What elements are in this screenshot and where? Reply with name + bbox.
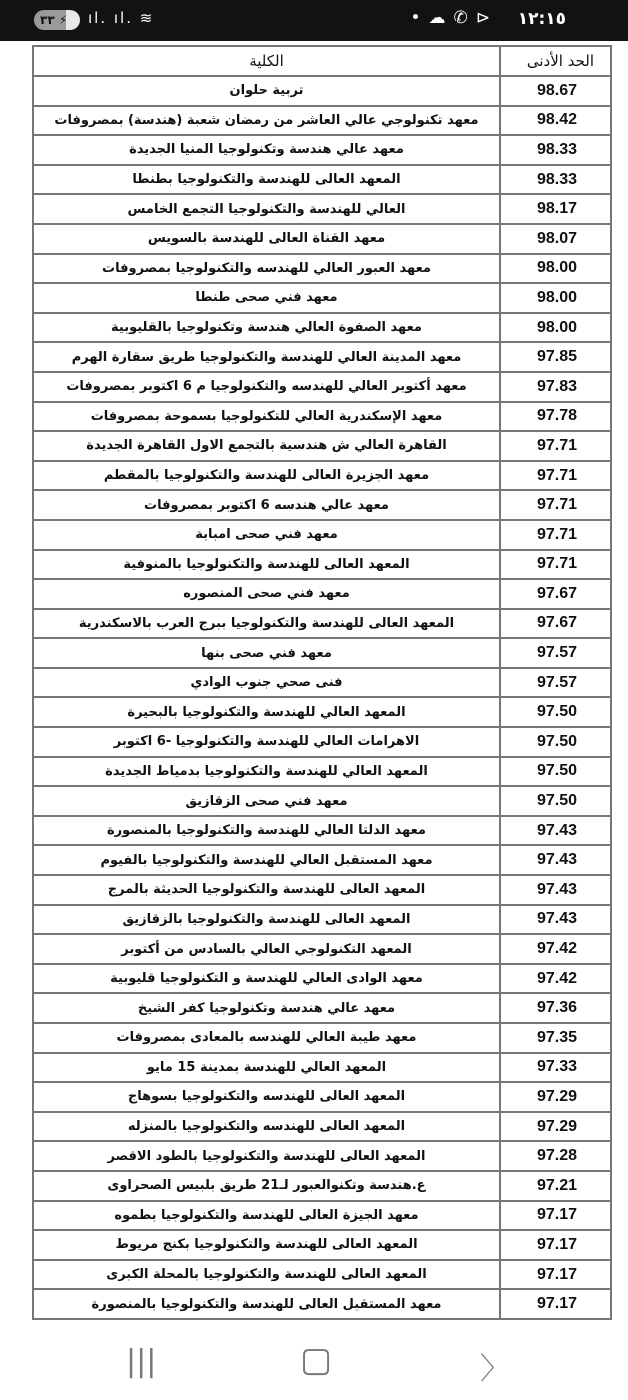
college-name: ع.هندسة وتكنوالعبور لـ21 طريق بلبيس الصحراوى xyxy=(33,1171,500,1201)
college-name: المعهد العالى للهندسة والتكنولوجيا الحديثة بالمرج xyxy=(33,875,500,905)
min-score: 98.07 xyxy=(500,224,611,254)
college-name: معهد تكنولوجي عالي العاشر من رمضان شعبة (هندسة) بمصروفات xyxy=(33,106,500,136)
min-score: 97.29 xyxy=(500,1112,611,1142)
college-name: المعهد العالى للهندسة والتكنولوجيا بكنج مريوط xyxy=(33,1230,500,1260)
home-button[interactable]: ▢ xyxy=(300,1340,333,1380)
table-row xyxy=(33,372,611,402)
min-score: 97.71 xyxy=(500,490,611,520)
battery-indicator: ٣٣ ⚡ xyxy=(34,10,80,30)
table-row xyxy=(33,609,611,639)
college-name: العالي للهندسة والتكنولوجيا التجمع الخامس xyxy=(33,194,500,224)
college-name: معهد عالي هندسه 6 اكتوبر بمصروفات xyxy=(33,490,500,520)
min-score: 97.17 xyxy=(500,1230,611,1260)
college-name: تربية حلوان xyxy=(33,76,500,106)
min-score: 97.21 xyxy=(500,1171,611,1201)
college-name: معهد الإسكندرية العالي للتكنولوجيا بسموحة بمصروفات xyxy=(33,402,500,432)
college-name: فنى صحي جنوب الوادي xyxy=(33,668,500,698)
table-row xyxy=(33,106,611,136)
table-row xyxy=(33,283,611,313)
min-score: 97.17 xyxy=(500,1260,611,1290)
dot-icon: • xyxy=(410,8,421,28)
table-row xyxy=(33,1141,611,1171)
table-row xyxy=(33,165,611,195)
min-score: 98.42 xyxy=(500,106,611,136)
table-row xyxy=(33,1112,611,1142)
cloud-icon: ☁ xyxy=(428,8,446,28)
header-min: الحد الأدنى xyxy=(500,46,611,76)
min-score: 97.17 xyxy=(500,1201,611,1231)
min-score: 97.36 xyxy=(500,993,611,1023)
battery-level: ٣٣ xyxy=(40,13,55,27)
table-row xyxy=(33,1230,611,1260)
table-row xyxy=(33,697,611,727)
college-name: المعهد العالى للهندسة والتكنولوجيا بالمنوفية xyxy=(33,550,500,580)
table-row xyxy=(33,431,611,461)
min-score: 97.28 xyxy=(500,1141,611,1171)
status-bar xyxy=(0,0,628,41)
table-row xyxy=(33,224,611,254)
table-header xyxy=(33,46,611,76)
college-name: معهد عالي هندسة وتكنولوجيا المنيا الجديدة xyxy=(33,135,500,165)
table-row xyxy=(33,875,611,905)
table-row xyxy=(33,993,611,1023)
table-row xyxy=(33,1082,611,1112)
college-name: القاهرة العالي ش هندسية بالتجمع الاول القاهرة الجديدة xyxy=(33,431,500,461)
college-name: معهد فني صحى امبابة xyxy=(33,520,500,550)
min-score: 97.85 xyxy=(500,342,611,372)
college-name: المعهد العالى للهندسة والتكنولوجيا بطنطا xyxy=(33,165,500,195)
min-score: 97.43 xyxy=(500,845,611,875)
college-name: المعهد العالي للهندسة والتكنولوجيا بدمياط الجديدة xyxy=(33,757,500,787)
min-score: 98.33 xyxy=(500,135,611,165)
min-score: 97.71 xyxy=(500,461,611,491)
table-row xyxy=(33,135,611,165)
college-name: الاهرامات العالي للهندسة والتكنولوجيا -6 اكتوبر xyxy=(33,727,500,757)
min-score: 97.35 xyxy=(500,1023,611,1053)
min-score: 97.29 xyxy=(500,1082,611,1112)
table-row xyxy=(33,845,611,875)
table-row xyxy=(33,964,611,994)
table-row xyxy=(33,757,611,787)
college-name: معهد الجزيرة العالى للهندسة والتكنولوجيا بالمقطم xyxy=(33,461,500,491)
college-name: معهد المدينة العالي للهندسة والتكنولوجيا طريق سقارة الهرم xyxy=(33,342,500,372)
min-score: 97.17 xyxy=(500,1289,611,1319)
min-score: 97.42 xyxy=(500,934,611,964)
min-score: 97.71 xyxy=(500,520,611,550)
college-name: المعهد العالى للهندسة والتكنولوجيا بالمحلة الكبرى xyxy=(33,1260,500,1290)
college-name: معهد أكتوبر العالي للهندسه والتكنولوجيا م 6 اكتوبر بمصروفات xyxy=(33,372,500,402)
table-row xyxy=(33,402,611,432)
min-score: 97.67 xyxy=(500,609,611,639)
table-row xyxy=(33,727,611,757)
table-row xyxy=(33,254,611,284)
min-score: 98.00 xyxy=(500,313,611,343)
college-name: معهد المستقبل العالى للهندسة والتكنولوجيا بالمنصورة xyxy=(33,1289,500,1319)
table-row xyxy=(33,1201,611,1231)
college-name: معهد فني صحى طنطا xyxy=(33,283,500,313)
college-name: المعهد التكنولوجي العالي بالسادس من أكتوبر xyxy=(33,934,500,964)
college-name: معهد الوادى العالي للهندسة و التكنولوجيا قليوبية xyxy=(33,964,500,994)
min-score: 98.33 xyxy=(500,165,611,195)
table-row xyxy=(33,579,611,609)
table-row xyxy=(33,1260,611,1290)
table-row xyxy=(33,490,611,520)
table-row xyxy=(33,520,611,550)
whatsapp-icon: ✆ xyxy=(453,8,468,28)
min-score: 97.83 xyxy=(500,372,611,402)
table-row xyxy=(33,816,611,846)
notification-icons xyxy=(410,8,490,28)
college-name: المعهد العالى للهندسة والتكنولوجيا بالزقازيق xyxy=(33,905,500,935)
college-name: المعهد العالى للهندسة والتكنولوجيا ببرج العرب بالاسكندرية xyxy=(33,609,500,639)
college-name: معهد عالي هندسة وتكنولوجيا كفر الشيخ xyxy=(33,993,500,1023)
table-row xyxy=(33,668,611,698)
min-score: 97.67 xyxy=(500,579,611,609)
college-name: المعهد العالى للهندسه والتكنولوجيا بالمنزله xyxy=(33,1112,500,1142)
table-row xyxy=(33,1023,611,1053)
min-score: 97.78 xyxy=(500,402,611,432)
min-score: 98.67 xyxy=(500,76,611,106)
min-score: 97.50 xyxy=(500,757,611,787)
recents-button[interactable]: ||| xyxy=(126,1344,157,1379)
college-name: معهد فني صحى المنصوره xyxy=(33,579,500,609)
table-row xyxy=(33,786,611,816)
min-score: 97.33 xyxy=(500,1053,611,1083)
college-name: معهد العبور العالي للهندسه والتكنولوجيا بمصروفات xyxy=(33,254,500,284)
play-icon: ⊳ xyxy=(475,8,490,28)
back-button[interactable]: 〉 xyxy=(480,1352,510,1387)
results-table xyxy=(32,45,612,1320)
min-score: 97.43 xyxy=(500,905,611,935)
min-score: 97.42 xyxy=(500,964,611,994)
min-score: 97.50 xyxy=(500,727,611,757)
min-score: 97.57 xyxy=(500,638,611,668)
college-name: معهد الصفوة العالي هندسة وتكنولوجيا بالقليوبية xyxy=(33,313,500,343)
min-score: 97.71 xyxy=(500,431,611,461)
min-score: 97.50 xyxy=(500,697,611,727)
navigation-bar xyxy=(0,1322,628,1400)
college-name: معهد الدلتا العالي للهندسة والتكنولوجيا بالمنصورة xyxy=(33,816,500,846)
college-name: معهد القناة العالى للهندسة بالسويس xyxy=(33,224,500,254)
college-name: معهد الجيزة العالى للهندسة والتكنولوجيا بطموه xyxy=(33,1201,500,1231)
table-row xyxy=(33,550,611,580)
min-score: 98.17 xyxy=(500,194,611,224)
signal-wifi-icons: ıl. ıl. ≋ xyxy=(88,9,155,27)
table-row xyxy=(33,1053,611,1083)
table-row xyxy=(33,313,611,343)
clock: ١٢:١٥ xyxy=(517,9,566,29)
min-score: 98.00 xyxy=(500,283,611,313)
min-score: 97.57 xyxy=(500,668,611,698)
table-row xyxy=(33,461,611,491)
min-score: 97.71 xyxy=(500,550,611,580)
min-score: 97.43 xyxy=(500,816,611,846)
college-name: المعهد العالى للهندسة والتكنولوجيا بالطود الاقصر xyxy=(33,1141,500,1171)
college-name: معهد طيبة العالي للهندسه بالمعادى بمصروفات xyxy=(33,1023,500,1053)
college-name: معهد فني صحى الزقازيق xyxy=(33,786,500,816)
college-name: المعهد العالي للهندسة بمدينة 15 مايو xyxy=(33,1053,500,1083)
min-score: 98.00 xyxy=(500,254,611,284)
table-row xyxy=(33,194,611,224)
table-row xyxy=(33,1289,611,1319)
table-row xyxy=(33,934,611,964)
table-row xyxy=(33,905,611,935)
table-row xyxy=(33,1171,611,1201)
table-row xyxy=(33,76,611,106)
min-score: 97.43 xyxy=(500,875,611,905)
min-score: 97.50 xyxy=(500,786,611,816)
table-row xyxy=(33,342,611,372)
college-name: معهد المستقبل العالي للهندسة والتكنولوجيا بالفيوم xyxy=(33,845,500,875)
college-name: المعهد العالى للهندسه والتكنولوجيا بسوهاج xyxy=(33,1082,500,1112)
college-name: معهد فني صحى بنها xyxy=(33,638,500,668)
table-row xyxy=(33,638,611,668)
header-college: الكلية xyxy=(33,46,500,76)
college-name: المعهد العالي للهندسة والتكنولوجيا بالبحيرة xyxy=(33,697,500,727)
